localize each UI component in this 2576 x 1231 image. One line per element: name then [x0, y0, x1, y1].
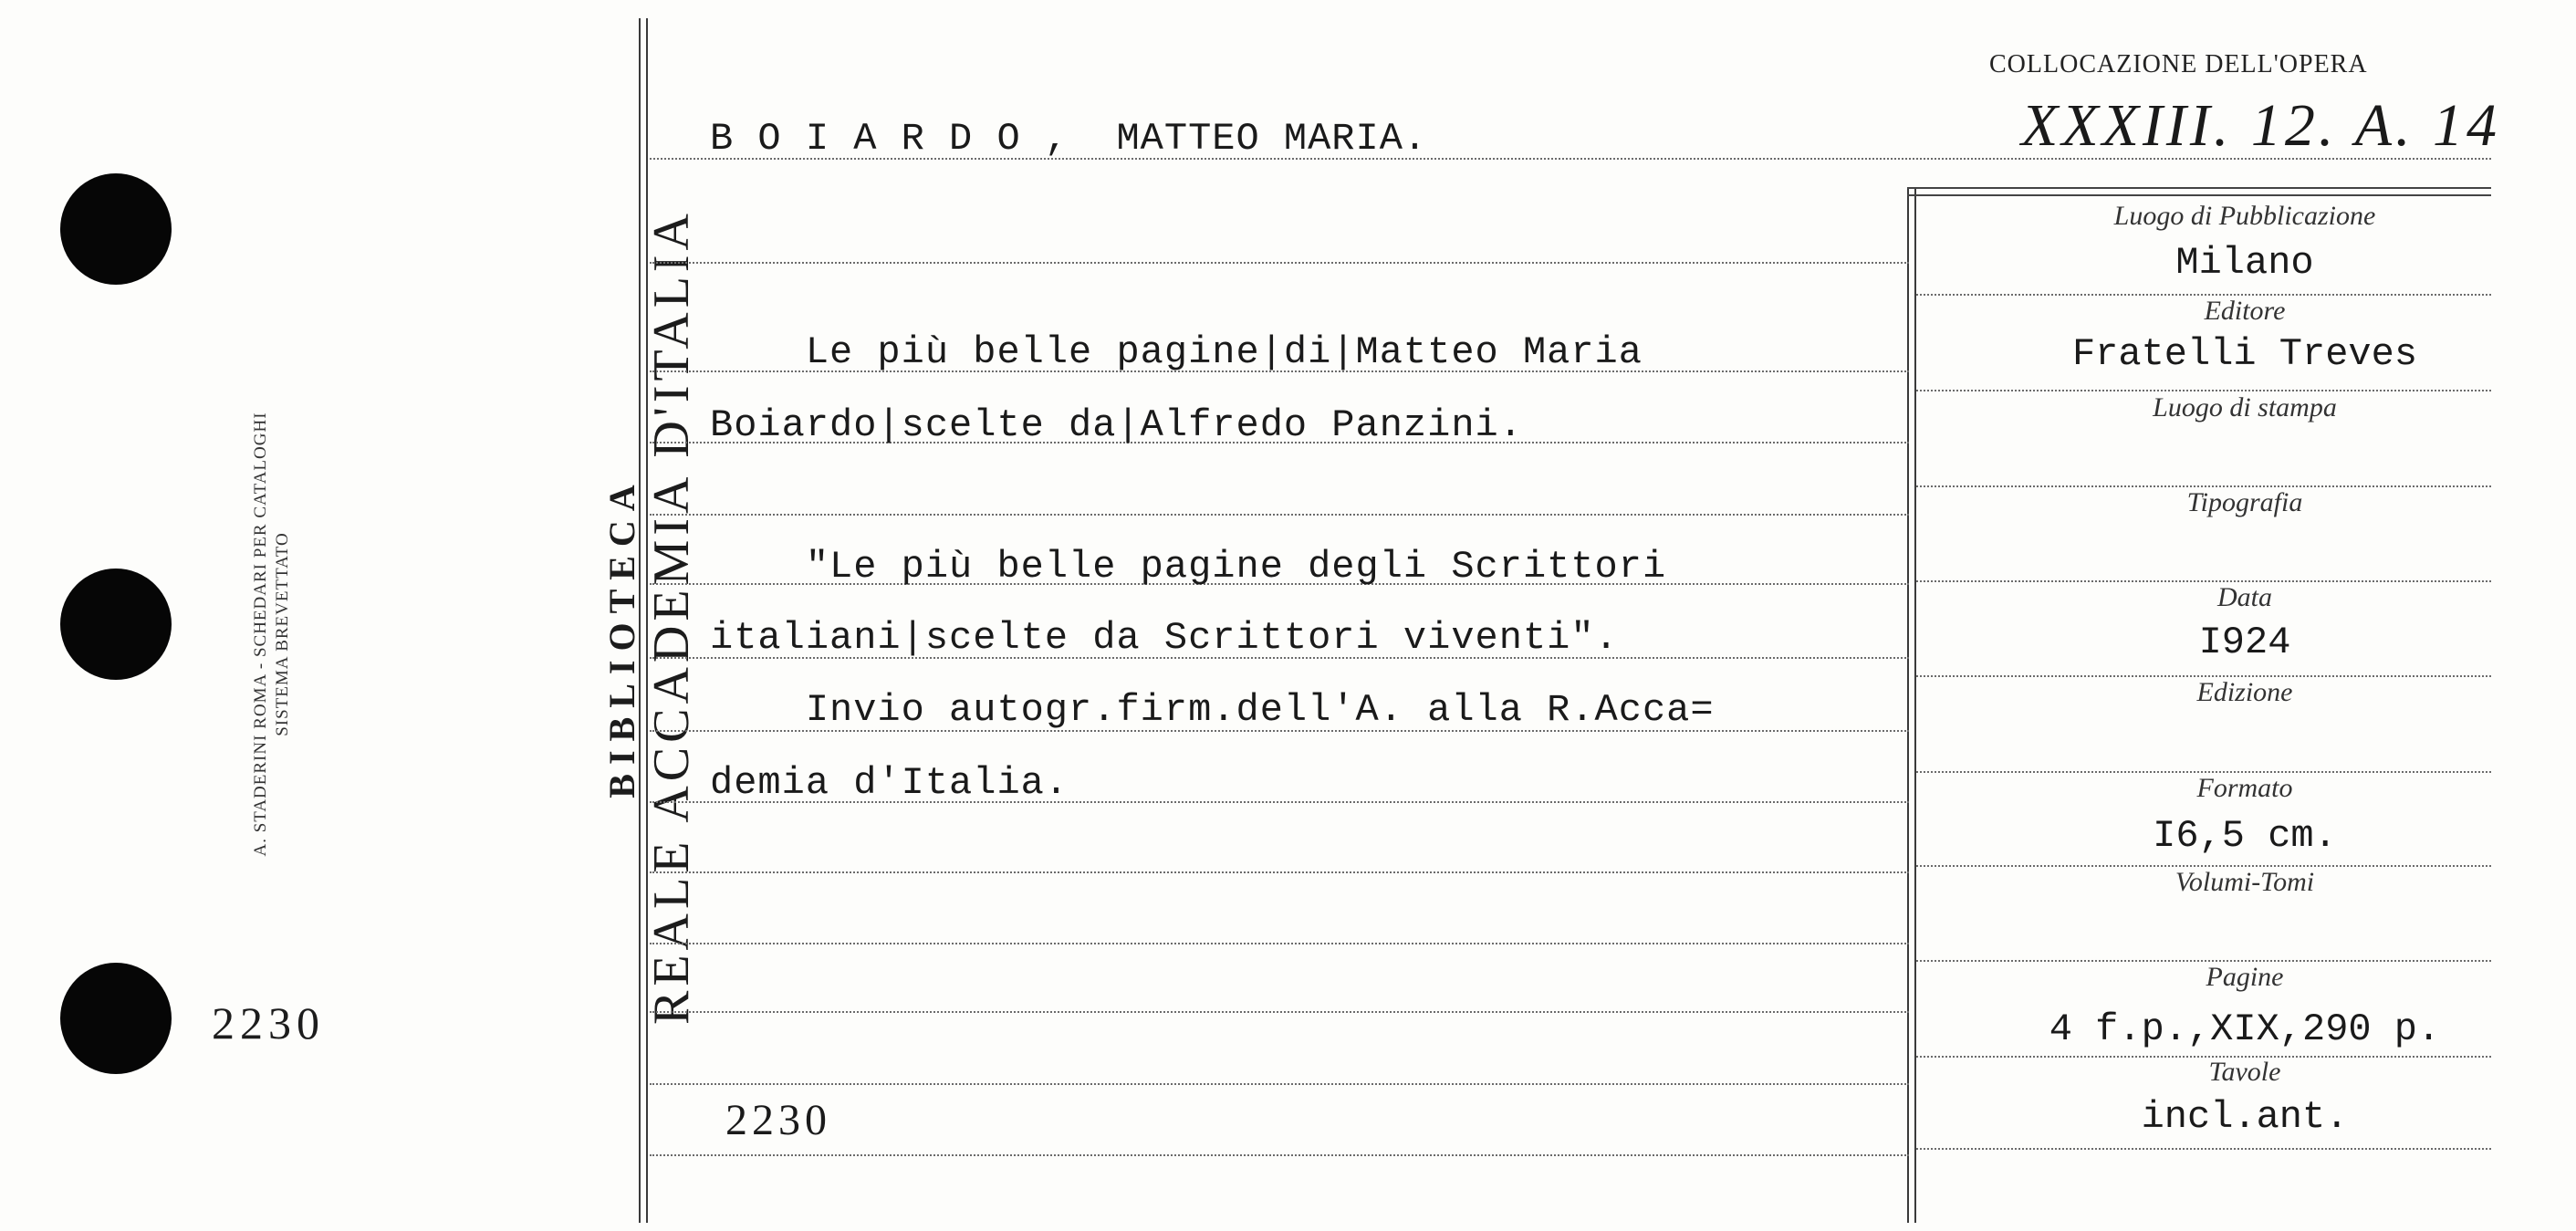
left-border-line-2	[646, 18, 648, 1223]
rule-line	[650, 1154, 1909, 1156]
margin-number: 2230	[212, 997, 325, 1048]
rule-line	[650, 943, 1909, 944]
binder-hole-top	[60, 173, 172, 285]
field-value-publisher: Fratelli Treves	[2071, 332, 2418, 376]
field-label-format: Formato	[2196, 773, 2293, 803]
rule-line	[650, 871, 1909, 873]
bottom-number: 2230	[725, 1096, 831, 1144]
body-line-1: Le più belle pagine|di|Matteo Maria	[710, 330, 1643, 374]
rule-line	[650, 262, 1909, 264]
rule-line	[650, 514, 1909, 516]
body-line-2: Boiardo|scelte da|Alfredo Panzini.	[710, 403, 1523, 447]
field-label-plates: Tavole	[2208, 1057, 2281, 1087]
binder-hole-bottom	[60, 963, 172, 1074]
field-label-publisher: Editore	[2204, 296, 2286, 326]
field-value-pages: 4 f.p.,XIX,290 p.	[2049, 1007, 2441, 1051]
fields-top-rule-2	[1907, 194, 2491, 196]
field-value-date: I924	[2198, 621, 2291, 664]
body-line-3: "Le più belle pagine degli Scrittori	[710, 545, 1667, 589]
field-value-plates: incl.ant.	[2141, 1095, 2349, 1139]
collocation-label: COLLOCAZIONE DELL'OPERA	[1989, 50, 2368, 78]
body-line-6: demia d'Italia.	[710, 761, 1069, 805]
binder-hole-middle	[60, 569, 172, 680]
field-label-volumes: Volumi-Tomi	[2174, 867, 2315, 897]
field-label-date: Data	[2217, 582, 2272, 612]
academy-name: REALE ACCADEMIA D'ITALIA	[643, 209, 700, 1025]
body-line-5: Invio autogr.firm.dell'A. alla R.Acca=	[710, 688, 1715, 732]
rule-line	[650, 1011, 1909, 1013]
field-label-printer: Tipografia	[2186, 487, 2303, 517]
library-label: BIBLIOTECA	[601, 475, 642, 798]
field-label-place-of-printing: Luogo di stampa	[2153, 392, 2337, 423]
field-label-place-of-publication: Luogo di Pubblicazione	[2113, 201, 2376, 231]
body-line-4: italiani|scelte da Scrittori viventi".	[710, 616, 1619, 660]
printer-note-line1: A. STADERINI ROMA - SCHEDARI PER CATALOGHI	[251, 412, 270, 857]
left-border-line	[639, 18, 641, 1223]
fields-top-rule	[1907, 187, 2491, 189]
field-label-pages: Pagine	[2206, 962, 2284, 992]
rule-line	[650, 1083, 1909, 1085]
field-label-edition: Edizione	[2196, 677, 2293, 707]
collocation-value: XXXIII. 12. A. 14	[2021, 92, 2501, 159]
field-rule	[1916, 1148, 2491, 1150]
field-value-place-of-publication: Milano	[2175, 241, 2314, 285]
field-value-format: I6,5 cm.	[2153, 814, 2337, 858]
printer-note-line2: SISTEMA BREVETTATO	[273, 532, 292, 736]
author-heading: B O I A R D O , MATTEO MARIA.	[710, 117, 1428, 161]
printer-note	[250, 347, 297, 922]
fields-border-line	[1907, 187, 1909, 1223]
field-rule	[1916, 390, 2491, 391]
